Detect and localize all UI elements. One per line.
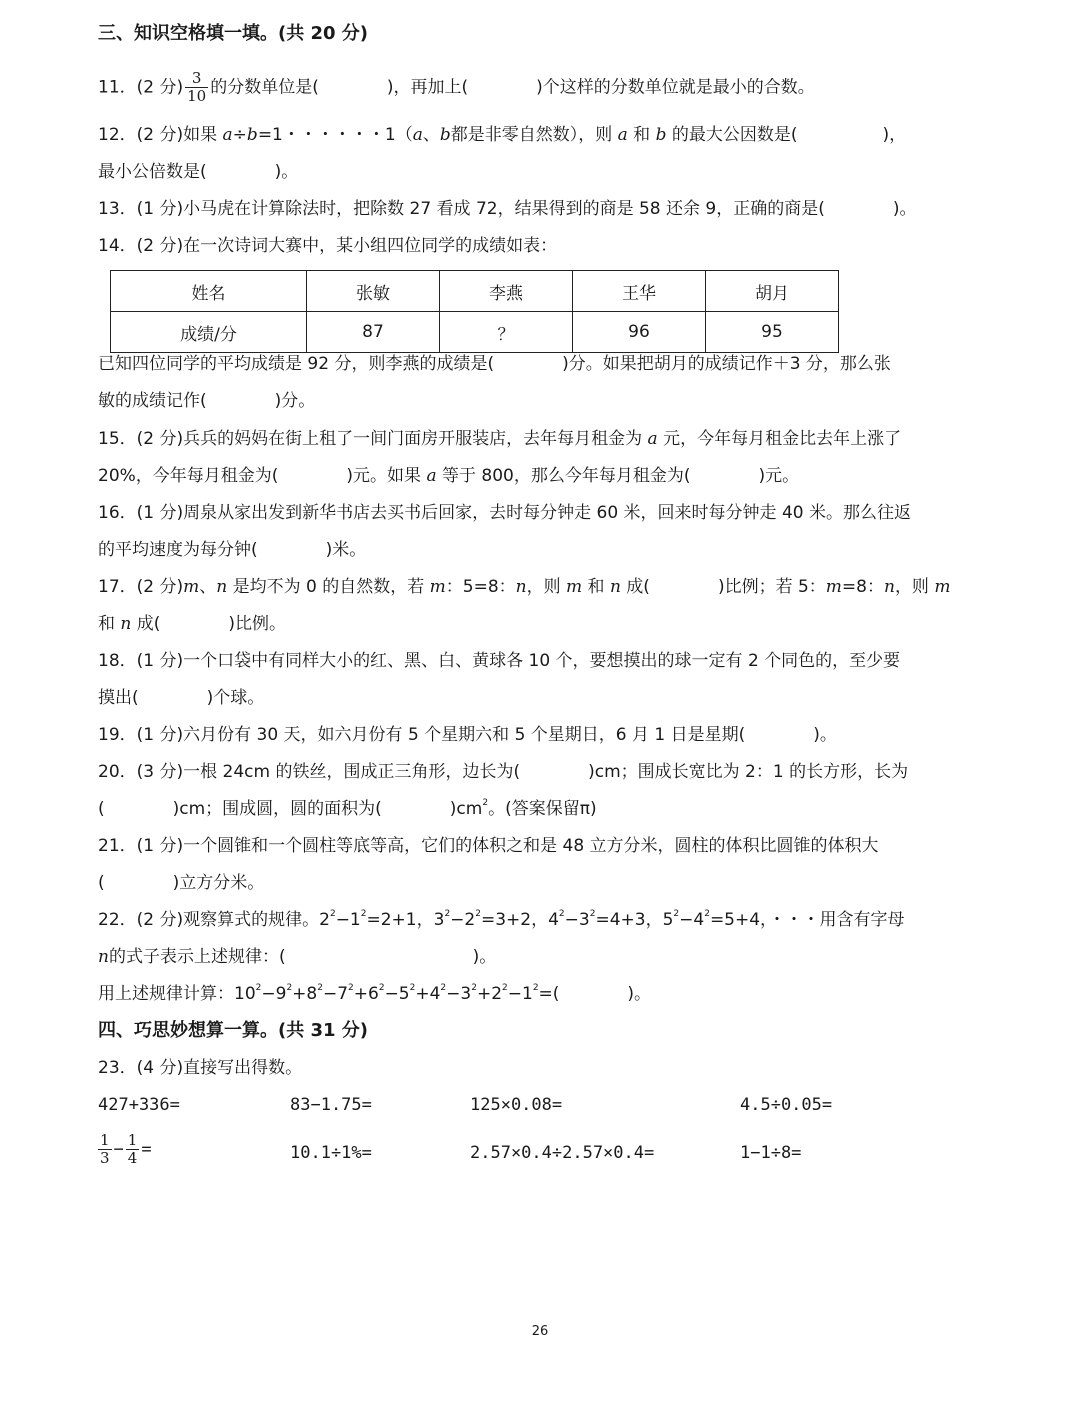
fraction-one-third <box>98 1132 112 1167</box>
superscript: 2 <box>471 983 477 994</box>
superscript: 2 <box>558 909 565 920</box>
question-19: 19．(1 分)六月份有 30 天，如六月份有 5 个星期六和 5 个星期日，6 月 1 日是星期( )。 <box>98 725 837 745</box>
superscript: 2 <box>329 909 336 920</box>
var-a: a <box>412 125 423 145</box>
superscript: 2 <box>475 909 481 920</box>
q22-part: =4+3， <box>595 910 663 930</box>
question-23: 23．(4 分)直接写出得数。 <box>98 1058 303 1078</box>
table-cell: 张敏 <box>307 271 440 312</box>
minus-sign: − <box>113 1139 124 1160</box>
superscript: 2 <box>360 909 367 920</box>
q15-part: 20%，今年每月租金为( )元。如果 <box>98 466 427 486</box>
q15-part: 元，今年每月租金比去年上涨了 <box>657 429 902 449</box>
question-21-line2: ( )立方分米。 <box>98 873 265 893</box>
var-a: a <box>222 125 233 145</box>
question-20-line2 <box>98 797 597 821</box>
q17-part: ，则 <box>526 577 567 597</box>
score-table-data-row <box>111 312 839 353</box>
superscript: 2 <box>317 983 323 994</box>
calc-item: 1−1÷8= <box>740 1143 802 1163</box>
var-n: n <box>216 577 228 597</box>
q22-part: =2+1， <box>366 910 434 930</box>
q12-part: 的最大公因数是( )， <box>666 125 907 145</box>
q22-part: −3 <box>564 910 590 930</box>
superscript: 2 <box>348 983 354 994</box>
question-14-after-line1: 已知四位同学的平均成绩是 92 分，则李燕的成绩是( )分。如果把胡月的成绩记作＋3 分，那么张 <box>98 354 891 374</box>
q17-part: 成( )比例；若 5： <box>620 577 826 597</box>
question-12-line2: 最小公倍数是( )。 <box>98 162 299 182</box>
calc-item-fraction <box>96 1132 152 1167</box>
var-n: n <box>98 947 109 967</box>
superscript: 2 <box>409 983 416 994</box>
question-17-line2 <box>98 612 286 636</box>
q22-part: 22．(2 分)观察算式的规律。 <box>98 910 320 930</box>
calc-item: 4.5÷0.05= <box>740 1095 833 1115</box>
q22-part: 4 <box>548 910 559 930</box>
frac-den: 4 <box>127 1149 138 1167</box>
q17-part: 17．(2 分) <box>98 577 184 597</box>
var-n: n <box>609 577 621 597</box>
q22-part: −4 <box>679 910 705 930</box>
fraction-one-fourth <box>126 1132 140 1167</box>
calc-item: 427+336= <box>98 1095 180 1115</box>
q22-part: =5+4，・・・用含有字母 <box>709 910 905 930</box>
question-16-line1: 16．(1 分)周泉从家出发到新华书店去买书后回家，去时每分钟走 60 米，回来时每分钟走 40 米。那么往返 <box>98 503 911 523</box>
equals-sign: = <box>141 1139 152 1160</box>
q22-part: =( )。 <box>538 984 652 1004</box>
q22-part: +6 <box>353 984 379 1004</box>
q20-part: ( )cm；围成圆，圆的面积为( )cm <box>98 799 483 819</box>
question-12-line1 <box>98 123 906 147</box>
var-b: b <box>655 125 667 145</box>
q22-part: −5 <box>384 984 410 1004</box>
q17-part: ，则 <box>894 577 935 597</box>
superscript: 2 <box>502 983 508 994</box>
var-b: b <box>439 125 451 145</box>
question-14-after-line2: 敏的成绩记作( )分。 <box>98 391 316 411</box>
q17-part: 、 <box>199 577 217 597</box>
question-13: 13．(1 分)小马虎在计算除法时，把除数 27 看成 72，结果得到的商是 58 还余 9，正确的商是( )。 <box>98 199 917 219</box>
q12-part: 和 <box>627 125 656 145</box>
var-b: b <box>246 125 258 145</box>
superscript: 2 <box>444 909 451 920</box>
superscript: 2 <box>673 909 680 920</box>
q17-part: =8： <box>841 577 884 597</box>
q22-part: +4 <box>415 984 441 1004</box>
calc-item: 10.1÷1%= <box>290 1143 372 1163</box>
q15-part: 等于 800，那么今年每月租金为( )元。 <box>436 466 800 486</box>
q22-part: −1 <box>507 984 533 1004</box>
calc-item: 125×0.08= <box>470 1095 563 1115</box>
q11-frac-num: 3 <box>185 70 208 88</box>
table-cell: 95 <box>706 312 839 353</box>
question-21-line1: 21．(1 分)一个圆锥和一个圆柱等底等高，它们的体积之和是 48 立方分米，圆柱的体积比圆锥的体积大 <box>98 836 879 856</box>
section-4-heading: 四、巧思妙想算一算。(共 31 分) <box>98 1020 369 1041</box>
table-cell: 李燕 <box>440 271 573 312</box>
superscript: 2 <box>589 909 596 920</box>
question-11 <box>98 70 815 105</box>
q22-part: 的式子表示上述规律：( )。 <box>108 947 497 967</box>
q11-prefix: 11．(2 分) <box>98 77 184 98</box>
calc-item: 2.57×0.4÷2.57×0.4= <box>470 1143 655 1163</box>
var-m: m <box>934 577 951 597</box>
var-m: m <box>566 577 583 597</box>
question-15-line2 <box>98 464 799 488</box>
superscript: 2 <box>440 983 447 994</box>
q11-frac-den: 10 <box>187 87 207 105</box>
table-cell: 胡月 <box>706 271 839 312</box>
q12-part: 、 <box>422 125 440 145</box>
frac-den: 3 <box>100 1149 110 1167</box>
question-20-line1: 20．(3 分)一根 24cm 的铁丝，围成正三角形，边长为( )cm；围成长宽比为 2：1 的长方形，长为 <box>98 762 909 782</box>
question-18-line2: 摸出( )个球。 <box>98 688 265 708</box>
q17-part: 成( )比例。 <box>131 614 287 634</box>
q22-part: 5 <box>662 910 674 930</box>
question-22-line2 <box>98 945 496 969</box>
q22-part: =3+2， <box>480 910 549 930</box>
q17-part: 和 <box>582 577 610 597</box>
score-table-header-row <box>111 271 839 312</box>
q17-part: 是均不为 0 的自然数，若 <box>227 577 430 597</box>
q12-part: 12．(2 分)如果 <box>98 125 223 145</box>
table-cell: 成绩/分 <box>111 312 307 353</box>
q15-part: 15．(2 分)兵兵的妈妈在街上租了一间门面房开服装店，去年每月租金为 <box>98 429 648 449</box>
frac-num: 1 <box>127 1131 138 1149</box>
var-n: n <box>515 577 527 597</box>
table-cell: 96 <box>573 312 706 353</box>
var-a: a <box>426 466 437 486</box>
superscript: 2 <box>286 983 293 994</box>
question-22-line3 <box>98 982 651 1006</box>
q12-part: =1・・・・・・1（ <box>257 125 413 145</box>
score-table <box>110 270 839 353</box>
var-m: m <box>429 577 446 597</box>
superscript: 2 <box>378 983 385 994</box>
question-14: 14．(2 分)在一次诗词大赛中，某小组四位同学的成绩如表： <box>98 236 558 256</box>
superscript: 2 <box>482 798 489 809</box>
calc-item: 83−1.75= <box>290 1095 372 1115</box>
table-cell: 87 <box>307 312 440 353</box>
var-m: m <box>825 577 842 597</box>
frac-num: 1 <box>100 1131 110 1149</box>
q22-part: −3 <box>446 984 472 1004</box>
question-18-line1: 18．(1 分)一个口袋中有同样大小的红、黑、白、黄球各 10 个，要想摸出的球一定有 2 个同色的，至少要 <box>98 651 901 671</box>
superscript: 2 <box>704 909 710 920</box>
var-n: n <box>883 577 895 597</box>
q22-part: −7 <box>322 984 349 1004</box>
q22-part: −2 <box>450 910 476 930</box>
q12-part: 都是非零自然数），则 <box>450 125 618 145</box>
q17-part: 和 <box>98 614 121 634</box>
q12-part: ÷ <box>232 125 247 145</box>
var-n: n <box>120 614 132 634</box>
var-m: m <box>183 577 200 597</box>
page-number: 26 <box>531 1324 549 1339</box>
superscript: 2 <box>255 983 262 994</box>
q22-part: 用上述规律计算： <box>98 984 234 1004</box>
q22-part: −9 <box>261 984 287 1004</box>
var-a: a <box>647 429 658 449</box>
q22-part: 3 <box>433 910 445 930</box>
table-cell: 姓名 <box>111 271 307 312</box>
q20-part: 。(答案保留π) <box>488 799 597 819</box>
question-22-line1 <box>98 908 905 932</box>
q11-fraction <box>185 70 208 105</box>
q17-part: ：5=8： <box>445 577 516 597</box>
q11-text: 的分数单位是( )，再加上( )个这样的分数单位就是最小的合数。 <box>210 77 815 98</box>
question-15-line1 <box>98 427 901 451</box>
q22-part: +8 <box>292 984 318 1004</box>
table-cell: 王华 <box>573 271 706 312</box>
q22-part: 10 <box>234 984 256 1004</box>
question-17-line1 <box>98 575 950 599</box>
q22-part: 2 <box>319 910 330 930</box>
var-a: a <box>617 125 628 145</box>
q22-part: −1 <box>335 910 361 930</box>
superscript: 2 <box>532 983 539 994</box>
table-cell: ？ <box>440 312 573 353</box>
question-16-line2: 的平均速度为每分钟( )米。 <box>98 540 367 560</box>
section-3-heading: 三、知识空格填一填。(共 20 分) <box>98 23 369 44</box>
q22-part: +2 <box>476 984 503 1004</box>
